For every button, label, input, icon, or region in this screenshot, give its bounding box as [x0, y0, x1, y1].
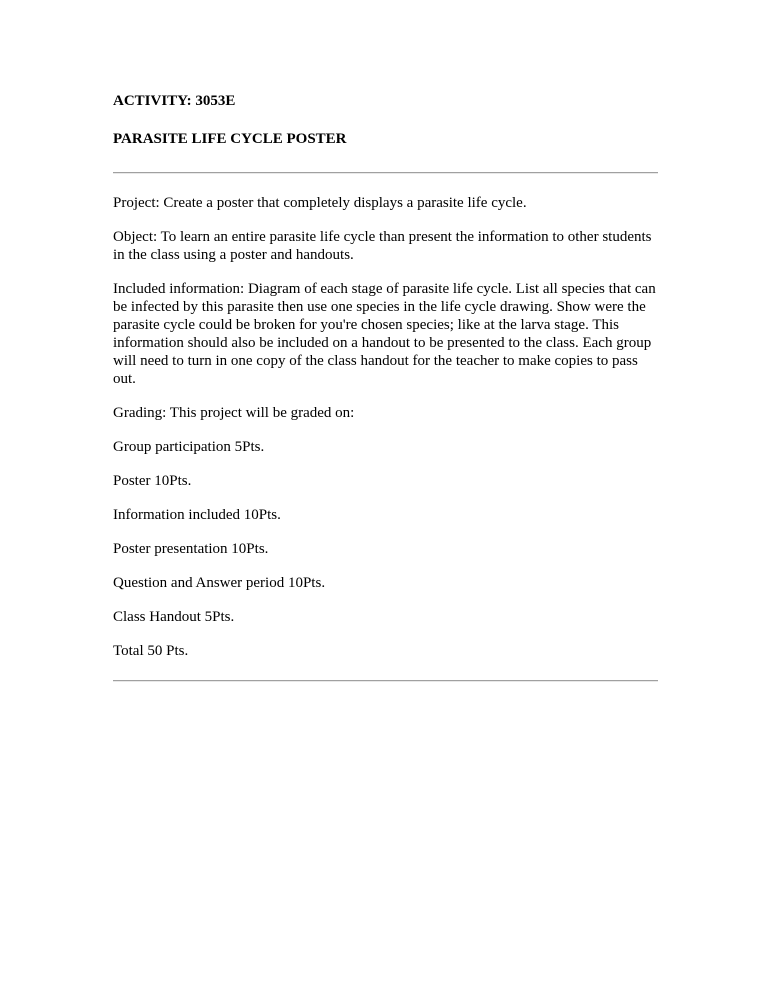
activity-heading: ACTIVITY: 3053E: [113, 93, 236, 109]
grading-list: [113, 438, 658, 660]
included-information-paragraph: Included information: Diagram of each stage of parasite life cycle. List all species that can be infected by this parasite then use one species in the life cycle drawing. Show were the parasite cycle could be broken for you're chosen species; like at the larva stage. This information should also be included on a handout to be presented to the class. Each group will need to turn in one copy of the class handout for the teacher to make copies to pass out.: [113, 281, 656, 387]
document-content: [113, 92, 658, 682]
grading-paragraph: Grading: This project will be graded on:: [113, 405, 355, 421]
grading-item-group-participation: Group participation 5Pts.: [113, 439, 265, 455]
object-paragraph: Object: To learn an entire parasite life cycle than present the information to other students in the class using a poster and handouts.: [113, 229, 652, 263]
project-paragraph: Project: Create a poster that completely displays a parasite life cycle.: [113, 195, 527, 211]
grading-item-poster-presentation: Poster presentation 10Pts.: [113, 541, 269, 557]
bottom-divider: [113, 680, 658, 682]
grading-item-information-included: Information included 10Pts.: [113, 507, 281, 523]
top-divider: [113, 172, 658, 174]
grading-item-class-handout: Class Handout 5Pts.: [113, 609, 235, 625]
grading-item-question-answer: Question and Answer period 10Pts.: [113, 575, 326, 591]
document-title: PARASITE LIFE CYCLE POSTER: [113, 131, 347, 147]
grading-item-poster: Poster 10Pts.: [113, 473, 192, 489]
grading-item-total: Total 50 Pts.: [113, 643, 189, 659]
